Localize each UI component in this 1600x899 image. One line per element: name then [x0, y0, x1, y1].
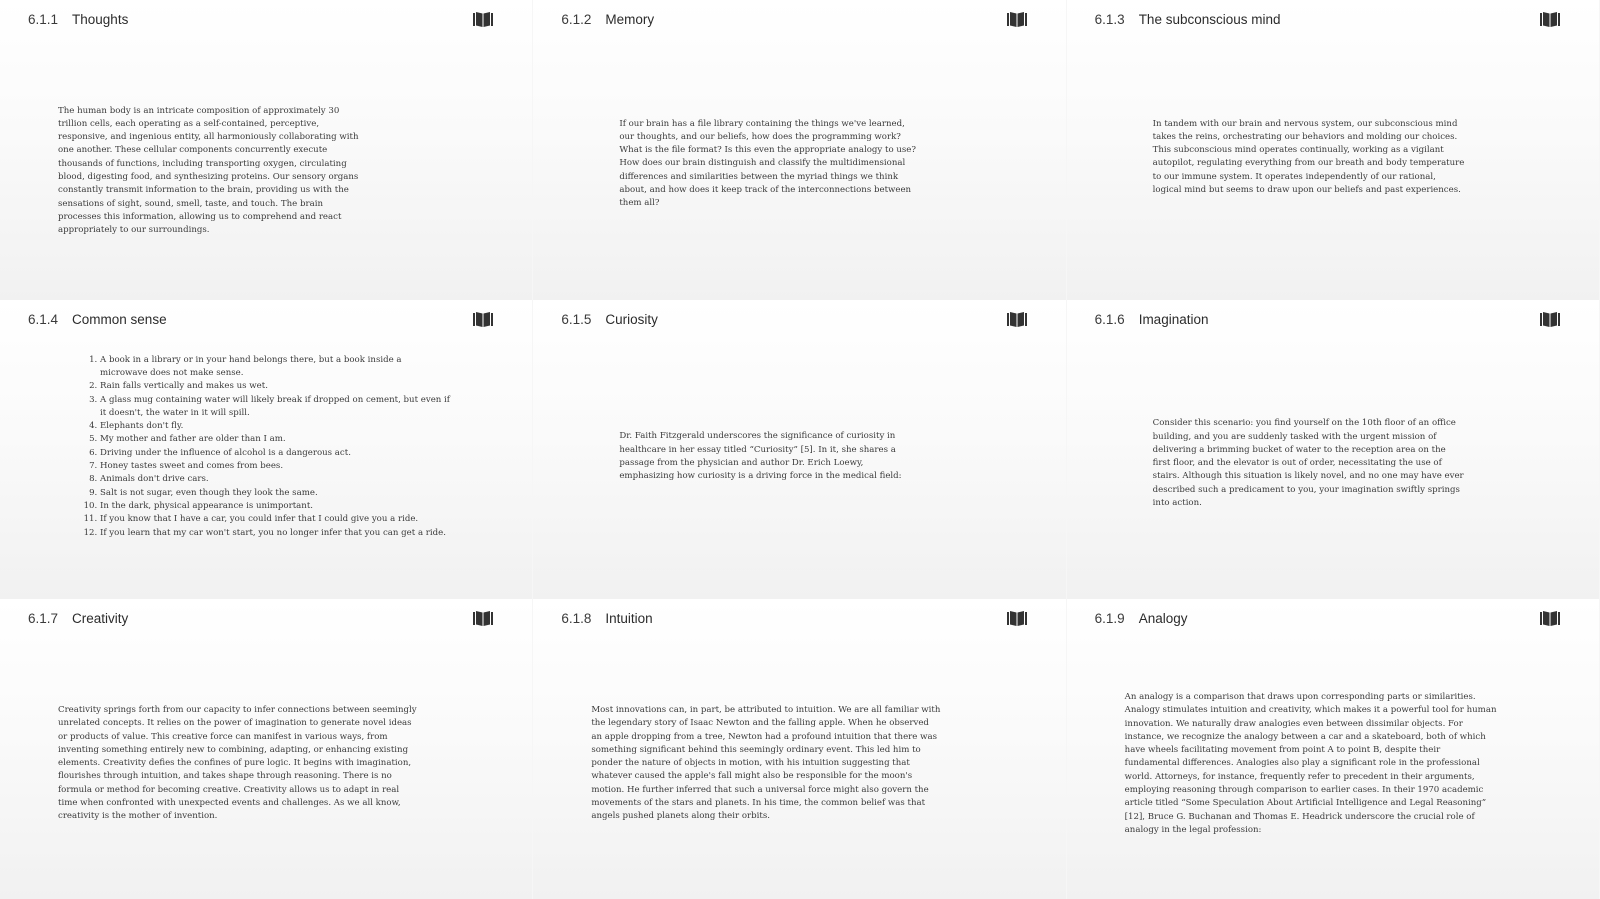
slide-header — [1095, 312, 1209, 327]
list-item: 2. Rain falls vertically and makes us wet. — [100, 380, 450, 393]
book-icon[interactable] — [1539, 611, 1561, 626]
book-icon[interactable] — [1006, 12, 1028, 27]
slide-imagination — [1067, 300, 1600, 600]
section-number: 6.1.5 — [561, 311, 592, 327]
slide-common-sense — [0, 300, 533, 600]
section-number: 6.1.9 — [1094, 611, 1125, 627]
section-title: Creativity — [72, 611, 129, 627]
section-title: Intuition — [605, 611, 653, 627]
list-item: 4. Elephants don't fly. — [100, 420, 450, 433]
slide-body-text: Dr. Faith Fitzgerald underscores the significance of curiosity in healthcare in her essay titled “Curiosity” [5]. In it, she shares a passage from the physician and author Dr. Erich Loewy, emphasizing how curiosity is a driving force in the medical field: — [619, 431, 902, 482]
slide-body-text: If our brain has a file library containing the things we've learned, our thoughts, and our beliefs, how does the programming work? What is the file format? Is this even the appropriate analogy to use? How does our brain distinguish and classify the multidimensional differences and similarities between the myriad things we think about, and how does it keep track of the interconnections between them all? — [619, 118, 916, 209]
book-icon[interactable] — [1539, 12, 1561, 27]
list-item: 1. A book in a library or in your hand belongs there, but a book inside a microwave does not make sense. — [100, 354, 450, 381]
book-icon[interactable] — [1006, 312, 1028, 327]
section-title: Curiosity — [605, 311, 658, 327]
slide-body-text: Consider this scenario: you find yourself on the 10th floor of an office building, and you are suddenly tasked with the urgent mission of delivering a brimming bucket of water to the reception area on the first floor, and the elevator is out of order, necessitating the use of stairs. Although this situation is likely novel, and no one may have ever described such a predicament to you, your imagination swiftly springs into action. — [1152, 418, 1464, 509]
book-icon[interactable] — [472, 611, 494, 626]
book-icon[interactable] — [1539, 312, 1561, 327]
list-item: 6. Driving under the influence of alcohol is a dangerous act. — [100, 447, 450, 460]
list-item: 9. Salt is not sugar, even though they look the same. — [100, 487, 450, 500]
section-title: Memory — [605, 12, 655, 27]
list-item: 7. Honey tastes sweet and comes from bees. — [100, 460, 450, 473]
list-item: 10. In the dark, physical appearance is unimportant. — [100, 500, 450, 513]
slide-memory — [533, 0, 1066, 300]
slide-header — [561, 12, 654, 27]
slide-body-text: An analogy is a comparison that draws upon corresponding parts or similarities. Analogy stimulates intuition and creativity, which makes it a powerful tool for human innovation. We naturally draw analogies even between dissimilar objects. For instance, we recognize the analogy between a car and a skateboard, both of which have wheels facilitating movement from point A to point B, despite their fundamental differences. Analogies also play a significant role in the professional world. Attorneys, for instance, frequently refer to precedent in their arguments, employing reasoning through comparison to earlier cases. In their 1970 academic article titled “Some Speculation About Artificial Intelligence and Legal Reasoning” [12], Bruce G. Buchanan and Thomas E. Headrick underscore the crucial role of analogy in the legal profession: — [1124, 691, 1497, 835]
section-title: Thoughts — [72, 12, 129, 27]
section-title: Imagination — [1138, 311, 1209, 327]
common-sense-list — [86, 354, 450, 540]
slide-creativity — [0, 599, 533, 899]
slide-header — [1095, 611, 1188, 626]
section-number: 6.1.4 — [28, 311, 59, 327]
slide-intuition — [533, 599, 1066, 899]
slide-header — [1095, 12, 1281, 27]
slide-header — [28, 12, 128, 27]
slide-header — [561, 611, 652, 626]
slide-header — [28, 312, 167, 327]
section-title: The subconscious mind — [1138, 12, 1281, 27]
section-number: 6.1.8 — [561, 611, 592, 627]
book-icon[interactable] — [472, 312, 494, 327]
section-number: 6.1.7 — [28, 611, 59, 627]
slide-analogy — [1067, 599, 1600, 899]
book-icon[interactable] — [472, 12, 494, 27]
list-item: 5. My mother and father are older than I am. — [100, 433, 450, 446]
slide-body-text: Creativity springs forth from our capacity to infer connections between seemingly unrelated concepts. It relies on the power of imagination to generate novel ideas or products of value. This creative force can manifest in various ways, from inventing something entirely new to combining, adapting, or enhancing existing elements. Creativity defies the confines of pure logic. It begins with imagination, flourishes through intuition, and takes shape through reasoning. There is no formula or method for becoming creative. Creativity allows us to adapt in real time when confronted with unexpected events and challenges. As we all know, creativity is the mother of invention. — [58, 704, 417, 822]
slide-body-text: Most innovations can, in part, be attributed to intuition. We are all familiar with the legendary story of Isaac Newton and the falling apple. When he observed an apple dropping from a tree, Newton had a profound intuition that there was something significant behind this seemingly ordinary event. This led him to ponder the nature of objects in motion, with his intuition suggesting that whatever caused the apple's fall might also be responsible for the moon's motion. He further inferred that such a universal force might also govern the movements of the stars and planets. In his time, the common belief was that angels pushed planets along their orbits. — [591, 704, 941, 822]
slide-header — [561, 312, 658, 327]
list-item: 8. Animals don't drive cars. — [100, 473, 450, 486]
section-number: 6.1.1 — [28, 12, 59, 27]
list-item: 3. A glass mug containing water will likely break if dropped on cement, but even if it doesn't, the water in it will spill. — [100, 394, 450, 421]
section-title: Analogy — [1138, 611, 1188, 627]
list-item: 12. If you learn that my car won't start, you no longer infer that you can get a ride. — [100, 527, 450, 540]
list-item: 11. If you know that I have a car, you could infer that I could give you a ride. — [100, 513, 450, 526]
book-icon[interactable] — [1006, 611, 1028, 626]
slide-body-text: In tandem with our brain and nervous system, our subconscious mind takes the reins, orchestrating our behaviors and molding our choices. This subconscious mind operates continually, working as a vigilant autopilot, regulating everything from our breath and body temperature to our immune system. It operates independently of our rational, logical mind but seems to draw upon our beliefs and past experiences. — [1152, 118, 1465, 196]
slide-subconscious-mind — [1067, 0, 1600, 300]
slide-curiosity — [533, 300, 1066, 600]
slide-thoughts — [0, 0, 533, 300]
section-number: 6.1.6 — [1094, 311, 1125, 327]
section-title: Common sense — [72, 311, 167, 327]
slide-header — [28, 611, 128, 626]
section-number: 6.1.2 — [561, 12, 592, 27]
slide-body-text: The human body is an intricate composition of approximately 30 trillion cells, each operating as a self-contained, perceptive, responsive, and ingenious entity, all harmoniously collaborating with one another. These cellular components concurrently execute thousands of functions, including transporting oxygen, circulating blood, digesting food, and synthesizing proteins. Our sensory organs constantly transmit information to the brain, providing us with the sensations of sight, sound, smell, taste, and touch. The brain processes this information, allowing us to comprehend and react appropriately to our surroundings. — [58, 105, 359, 236]
section-number: 6.1.3 — [1094, 12, 1125, 27]
